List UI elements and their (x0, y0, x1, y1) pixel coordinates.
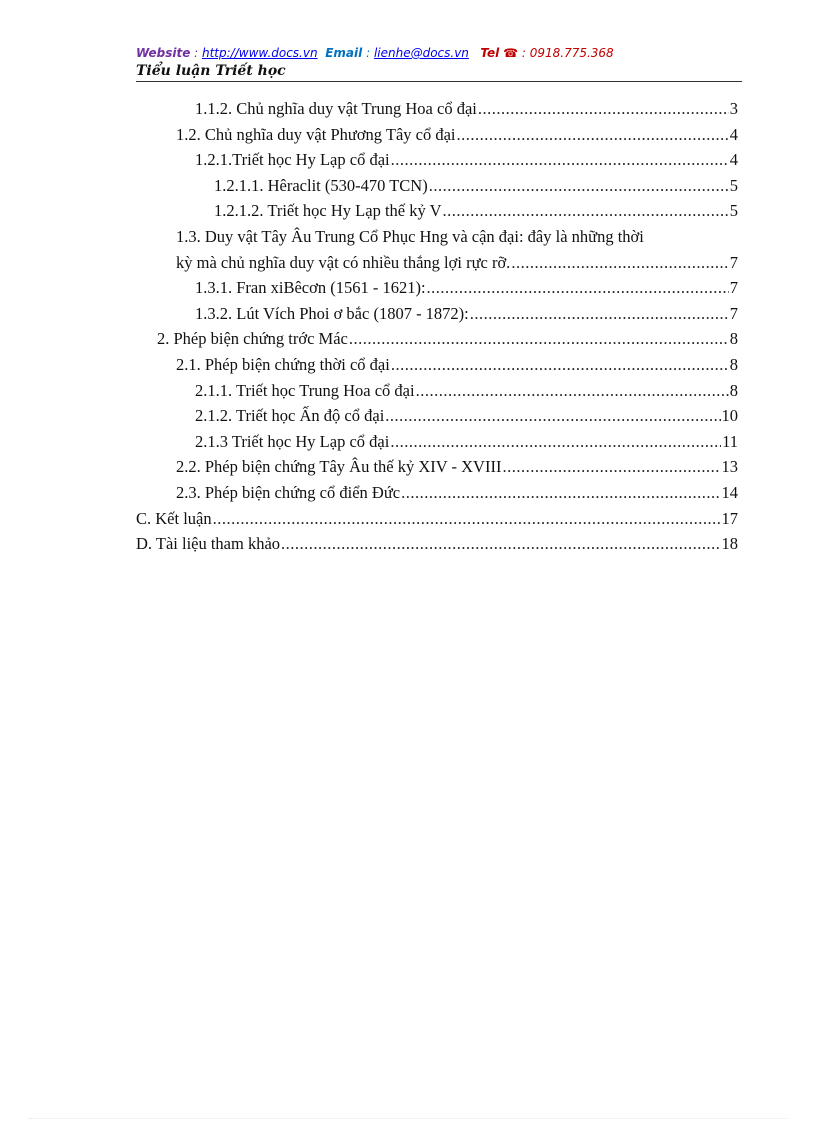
toc-leader (391, 147, 729, 173)
toc-entry-title: 2.1.3 Triết học Hy Lạp cổ đại (195, 431, 390, 451)
toc-entry-page: 7 (729, 252, 738, 272)
toc-leader (478, 96, 729, 122)
toc-leader (213, 506, 721, 532)
toc-entry[interactable] (195, 275, 738, 301)
toc-leader (470, 301, 729, 327)
toc-entry-title: C. Kết luận (136, 508, 212, 528)
toc-entry[interactable] (214, 198, 738, 224)
toc-entry[interactable] (195, 96, 738, 122)
toc-leader (349, 326, 729, 352)
toc-entry-page: 17 (721, 508, 738, 528)
toc-leader (502, 454, 720, 480)
toc-entry-page: 8 (729, 380, 738, 400)
toc-entry[interactable] (195, 147, 738, 173)
toc-entry-title: 2.3. Phép biện chứng cổ điển Đức (176, 482, 401, 502)
toc-entry-title: 1.1.2. Chủ nghĩa duy vật Trung Hoa cổ đại (195, 99, 477, 118)
toc-entry-page: 14 (721, 482, 738, 502)
toc-entry-title: D. Tài liệu tham khảo (136, 534, 281, 554)
toc-leader (429, 173, 729, 199)
toc-entry-page: 5 (729, 201, 738, 221)
website-label: Website (136, 46, 191, 60)
toc-entry-page: 18 (721, 534, 738, 554)
toc-entry-title-continued: kỳ mà chủ nghĩa duy vật có nhiều thắng lợi rực rỡ. (176, 252, 511, 272)
toc-entry[interactable] (176, 250, 738, 276)
toc-leader (391, 352, 729, 378)
toc-entry[interactable] (157, 326, 738, 352)
toc-entry-page: 8 (729, 329, 738, 349)
toc-entry-page: 8 (729, 354, 738, 374)
toc-entry[interactable] (176, 122, 738, 148)
toc-entry-title: 1.3.2. Lút Vích Phoi ơ bắc (1807 - 1872): (195, 303, 469, 323)
toc-entry-page: 11 (722, 431, 738, 451)
toc-entry-title: 2.1.2. Triết học Ấn độ cổ đại (195, 406, 385, 426)
tel-label: Tel (480, 46, 500, 60)
toc-entry[interactable] (195, 429, 738, 455)
website-separator: : (190, 46, 202, 60)
email-label: Email (325, 46, 363, 60)
toc-entry[interactable] (176, 352, 738, 378)
toc-leader (511, 250, 728, 276)
toc-entry-first-line[interactable] (176, 224, 738, 250)
toc-leader (385, 403, 720, 429)
toc-entry-title: 1.3. Duy vật Tây Âu Trung Cổ Phục Hng và cận đại: đây là những thời (176, 226, 644, 246)
toc-entry-title: 1.3.1. Fran xiBêcơn (1561 - 1621): (195, 278, 426, 298)
toc-leader (457, 122, 729, 148)
toc-entry-page: 4 (729, 124, 738, 144)
toc-entry-title: 1.2. Chủ nghĩa duy vật Phương Tây cổ đại (176, 124, 456, 144)
toc-entry-title: 1.2.1.1. Hêraclit (530-470 TCN) (214, 175, 428, 195)
toc-entry-title: 2. Phép biện chứng trớc Mác (157, 329, 348, 349)
toc-leader (401, 480, 720, 506)
toc-leader (442, 198, 728, 224)
email-link[interactable]: lienhe@docs.vn (373, 46, 469, 60)
toc-entry-page: 5 (729, 175, 738, 195)
toc-entry-page: 7 (729, 278, 738, 298)
table-of-contents (0, 96, 816, 557)
toc-entry[interactable] (176, 454, 738, 480)
phone-icon: ☎ (503, 46, 519, 60)
toc-leader (281, 531, 720, 557)
toc-entry-page: 10 (721, 406, 738, 426)
toc-entry[interactable] (176, 480, 738, 506)
toc-entry-page: 3 (729, 99, 738, 118)
toc-entry[interactable] (214, 173, 738, 199)
toc-entry-page: 13 (721, 457, 738, 477)
toc-entry[interactable] (195, 378, 738, 404)
toc-entry[interactable] (136, 531, 738, 557)
website-link[interactable]: http://www.docs.vn (202, 46, 318, 60)
toc-leader (427, 275, 729, 301)
toc-leader (390, 429, 721, 455)
toc-entry[interactable] (195, 403, 738, 429)
toc-leader (416, 378, 729, 404)
page-bottom-edge (28, 1118, 788, 1119)
toc-entry-title: 2.1. Phép biện chứng thời cổ đại (176, 354, 390, 374)
phone-number: : 0918.775.368 (518, 46, 614, 60)
page-header (136, 46, 742, 60)
document-title: Tiểu luận Triết học (136, 63, 742, 82)
toc-entry-page: 7 (729, 303, 738, 323)
toc-entry-title: 1.2.1.Triết học Hy Lạp cổ đại (195, 150, 390, 170)
toc-entry-title: 1.2.1.2. Triết học Hy Lạp thế kỷ V (214, 201, 442, 221)
toc-entry-title: 2.1.1. Triết học Trung Hoa cổ đại (195, 380, 415, 400)
toc-entry-title: 2.2. Phép biện chứng Tây Âu thế kỷ XIV - XVIII (176, 457, 502, 477)
email-separator: : (362, 46, 374, 60)
toc-entry[interactable] (136, 506, 738, 532)
toc-entry[interactable] (195, 301, 738, 327)
toc-entry-page: 4 (729, 150, 738, 170)
